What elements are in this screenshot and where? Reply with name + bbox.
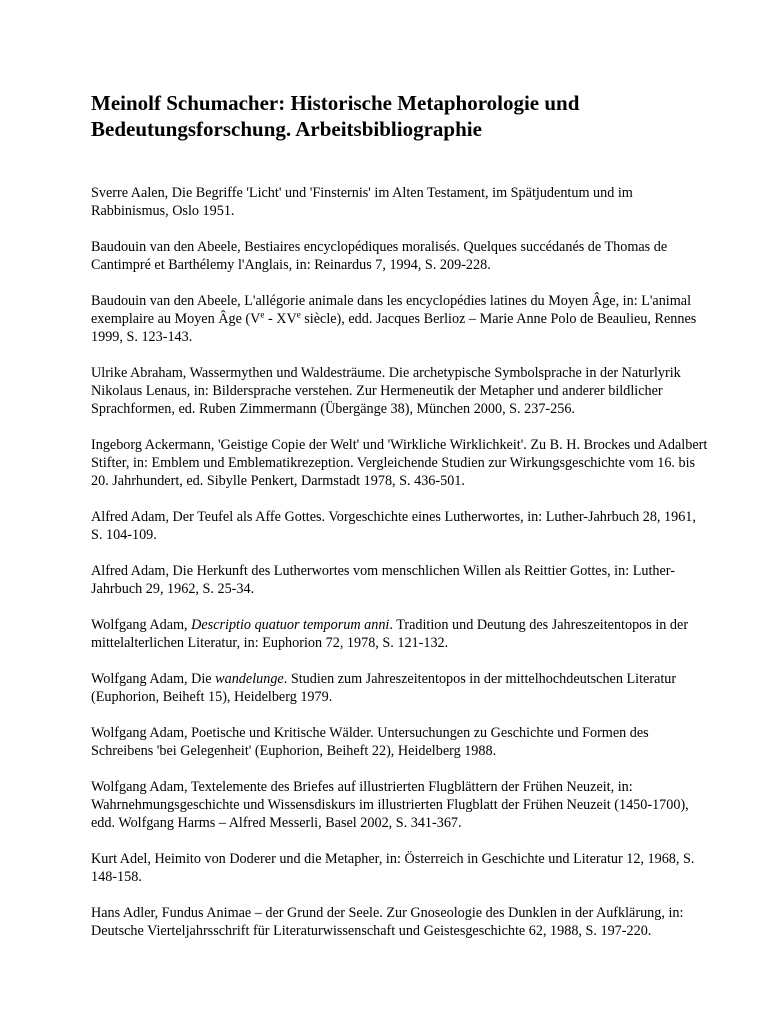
superscript: e xyxy=(296,309,301,320)
bibliography-entry: Wolfgang Adam, Poetische und Kritische Wälder. Untersuchungen zu Geschichte und Formen des Schreibens 'bei Gelegenheit' (Euphorion, Beiheft 22), Heidelberg 1988. xyxy=(91,725,649,759)
bibliography-entry: Alfred Adam, Der Teufel als Affe Gottes. Vorgeschichte eines Lutherwortes, in: Luther-Jahrbuch 28, 1961, S. 104-109. xyxy=(91,509,696,543)
bibliography-entry: Alfred Adam, Die Herkunft des Lutherwortes vom menschlichen Willen als Reittier Gottes, in: Luther-Jahrbuch 29, 1962, S. 25-34. xyxy=(91,563,675,597)
bibliography-entry xyxy=(91,292,708,346)
entry-text: siècle), edd. Jacques Berlioz – Marie Anne Polo de Beaulieu, Rennes 1999, S. 123-143. xyxy=(91,311,697,345)
title-line-2: Bedeutungsforschung. Arbeitsbibliographie xyxy=(91,117,482,141)
page-title xyxy=(91,90,708,142)
entry-text: Baudouin van den Abeele, L'allégorie animale dans les encyclopédies latines du Moyen Âge, in: L'animal exemplaire au Moyen Âge (V xyxy=(91,293,692,327)
entry-text: Wolfgang Adam, Die xyxy=(91,671,216,687)
bibliography-entry: Ingeborg Ackermann, 'Geistige Copie der Welt' und 'Wirkliche Wirklichkeit'. Zu B. H. Brockes und Adalbert Stifter, in: Emblem und Emblematikrezeption. Vergleichende Studien zur Wirkungsgeschichte vom 16. bis 20. Jahrhundert, ed. Sibylle Penkert, Darmstadt 1978, S. 436-501. xyxy=(91,437,708,489)
bibliography-entry xyxy=(91,616,708,652)
italic-title: wandelunge xyxy=(215,671,284,687)
italic-title: Descriptio quatuor temporum anni xyxy=(191,617,390,633)
entry-text: . Studien zum Jahreszeitentopos in der mittelhochdeutschen Literatur (Euphorion, Beiheft 15), Heidelberg 1979. xyxy=(91,671,677,705)
bibliography-entry: Baudouin van den Abeele, Bestiaires encyclopédiques moralisés. Quelques succédanés de Thomas de Cantimpré et Barthélemy l'Anglais, in: Reinardus 7, 1994, S. 209-228. xyxy=(91,239,668,273)
bibliography-entry: Hans Adler, Fundus Animae – der Grund der Seele. Zur Gnoseologie des Dunklen in der Aufklärung, in: Deutsche Vierteljahrsschrift für Literaturwissenschaft und Geistesgeschichte 62, 1988, S. 197-220. xyxy=(91,905,684,939)
bibliography-entry: Ulrike Abraham, Wassermythen und Waldesträume. Die archetypische Symbolsprache in der Naturlyrik Nikolaus Lenaus, in: Bildersprache verstehen. Zur Hermeneutik der Metapher und anderer bildlicher Sprachformen, ed. Ruben Zimmermann (Übergänge 38), München 2000, S. 237-256. xyxy=(91,365,681,417)
title-line-1: Meinolf Schumacher: Historische Metaphorologie und xyxy=(91,91,580,115)
bibliography-entry xyxy=(91,670,708,706)
bibliography-entry: Sverre Aalen, Die Begriffe 'Licht' und 'Finsternis' im Alten Testament, im Spätjudentum und im Rabbinismus, Oslo 1951. xyxy=(91,185,633,219)
bibliography-entry: Wolfgang Adam, Textelemente des Briefes auf illustrierten Flugblättern der Frühen Neuzeit, in: Wahrnehmungsgeschichte und Wissensdiskurs im illustrierten Flugblatt der Frühen Neuzeit (1450-1700), edd. Wolfgang Harms – Alfred Messerli, Basel 2002, S. 341-367. xyxy=(91,779,689,831)
entry-text: Wolfgang Adam, xyxy=(91,617,192,633)
superscript: e xyxy=(260,309,265,320)
entry-text: . Tradition und Deutung des Jahreszeitentopos in der mittelalterlichen Literatur, in: Euphorion 72, 1978, S. 121-132. xyxy=(91,617,689,651)
entry-text: - XV xyxy=(264,311,297,327)
bibliography-entry: Kurt Adel, Heimito von Doderer und die Metapher, in: Österreich in Geschichte und Literatur 12, 1968, S. 148-158. xyxy=(91,851,695,885)
